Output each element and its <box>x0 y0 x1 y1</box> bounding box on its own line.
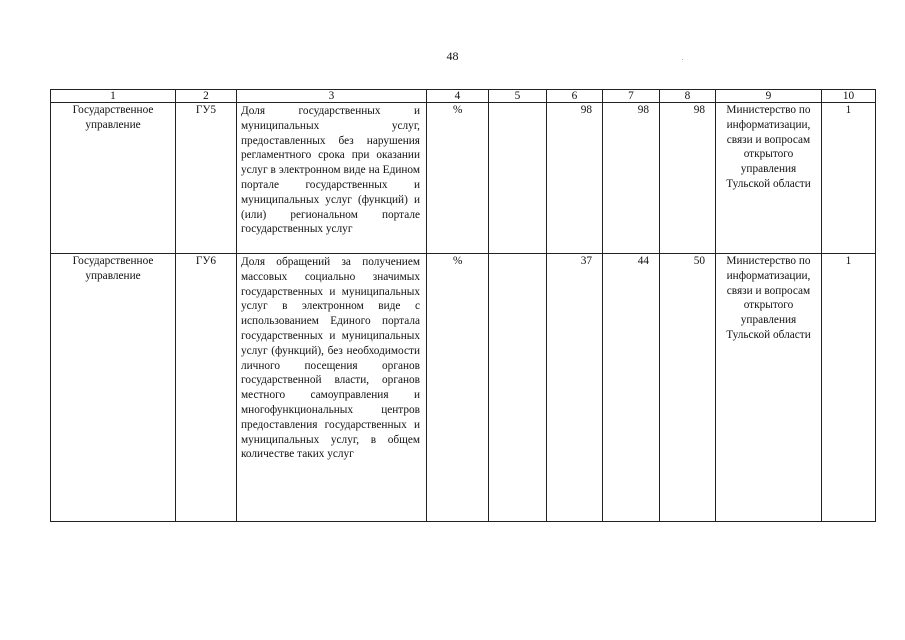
header-cell-1: 1 <box>51 90 176 103</box>
header-cell-5: 5 <box>489 90 547 103</box>
col7-cell: 44 <box>603 254 660 522</box>
col5-cell <box>489 103 547 254</box>
col5-cell <box>489 254 547 522</box>
header-cell-6: 6 <box>547 90 603 103</box>
area-cell: Государственное управление <box>51 103 176 254</box>
table-header-row <box>51 90 876 103</box>
col6-cell: 98 <box>547 103 603 254</box>
header-cell-4: 4 <box>427 90 489 103</box>
unit-cell: % <box>427 254 489 522</box>
responsible-cell: Министерство по информатизации, связи и вопросам открытого управления Тульской области <box>716 254 822 522</box>
col6-cell: 37 <box>547 254 603 522</box>
scan-speck <box>682 59 683 60</box>
col7-cell: 98 <box>603 103 660 254</box>
col8-cell: 50 <box>660 254 716 522</box>
header-cell-7: 7 <box>603 90 660 103</box>
col10-cell: 1 <box>822 254 876 522</box>
indicator-cell: Доля государственных и муниципальных услуг, предоставленных без нарушения регламентного срока при оказании услуг в электронном виде на Едином портале государственных и муниципальных услуг (функций) и (или) региональном портале государственных услуг <box>237 103 427 254</box>
code-cell: ГУ5 <box>176 103 237 254</box>
col8-cell: 98 <box>660 103 716 254</box>
page-number: 48 <box>446 49 459 63</box>
area-cell: Государственное управление <box>51 254 176 522</box>
header-cell-2: 2 <box>176 90 237 103</box>
header-cell-8: 8 <box>660 90 716 103</box>
table-row <box>51 254 876 522</box>
header-cell-10: 10 <box>822 90 876 103</box>
table-row <box>51 103 876 254</box>
indicators-table <box>50 89 876 522</box>
unit-cell: % <box>427 103 489 254</box>
responsible-cell: Министерство по информатизации, связи и вопросам открытого управления Тульской области <box>716 103 822 254</box>
header-cell-9: 9 <box>716 90 822 103</box>
col10-cell: 1 <box>822 103 876 254</box>
code-cell: ГУ6 <box>176 254 237 522</box>
header-cell-3: 3 <box>237 90 427 103</box>
indicator-cell: Доля обращений за получением массовых социально значимых государственных и муниципальных услуг в электронном виде с использованием Единого портала государственных и муниципальных услуг (функций), без необходимости личного посещения органов государственной власти, органов местного самоуправления и многофункциональных центров предоставления государственных и муниципальных услуг, в общем количестве таких услуг <box>237 254 427 522</box>
